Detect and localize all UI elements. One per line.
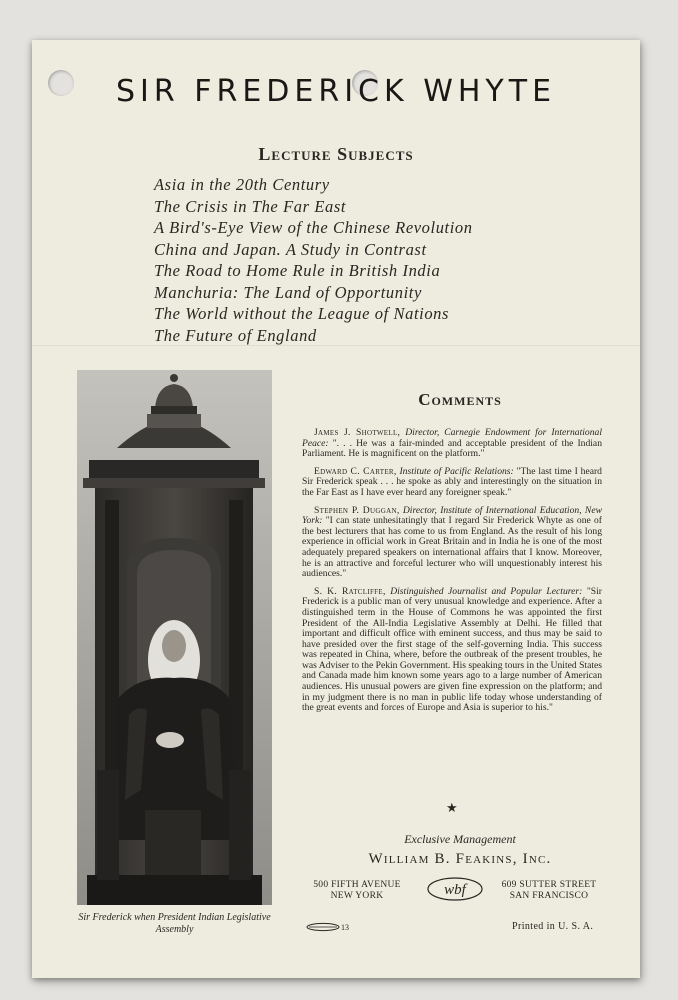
commenter-role: Distinguished Journalist and Popular Lecturer: (390, 585, 583, 597)
comment-carter (302, 467, 602, 499)
printed-in-usa: Printed in U. S. A. (512, 921, 594, 932)
comments-heading: Comments (418, 390, 502, 409)
lecture-subject: The Road to Home Rule in British India (154, 261, 441, 280)
lecture-subject: A Bird's-Eye View of the Chinese Revolution (154, 218, 473, 237)
union-number: 13 (341, 923, 349, 932)
address-new-york (302, 880, 412, 902)
comment-text: "The last time I heard Sir Frederick speak . . . he spoke as ably and interestingly on the situation in the Far East as I have ever heard any foreigner speak." (302, 465, 602, 498)
commenter-role: Director, Carnegie Endowment for International Peace: (302, 427, 602, 449)
lecture-subject: The World without the League of Nations (154, 304, 450, 323)
lecture-subject: China and Japan. A Study in Contrast (154, 239, 427, 259)
management-firm: William B. Feakins, Inc. (368, 851, 552, 867)
lecture-subject: The Crisis in The Far East (154, 196, 347, 216)
commenter-name: S. K. Ratcliffe, (314, 585, 386, 597)
comment-text: ". . . He was a fair-minded and acceptable president of the Indian Parliament. He is magnificent on the platform." (302, 437, 602, 460)
portrait-photo (77, 370, 272, 905)
management-label: Exclusive Management (404, 832, 516, 846)
comment-ratcliffe (302, 587, 602, 714)
photo-caption: Sir Frederick when President Indian Legislative Assembly (78, 912, 271, 935)
flyer-page (32, 40, 640, 978)
commenter-name: Stephen P. Duggan, (314, 504, 400, 516)
comments-list (302, 428, 602, 721)
commenter-name: Edward C. Carter, (314, 465, 397, 477)
commenter-role: Director, Institute of International Education, New York: (302, 504, 602, 527)
comment-shotwell (302, 428, 602, 460)
comment-duggan (302, 506, 602, 580)
speaker-name-title: SIR FREDERICK WHYTE (115, 74, 557, 109)
wbf-logo-icon (425, 876, 485, 902)
logo-text: wbf (444, 882, 466, 898)
address-line: NEW YORK (330, 891, 384, 901)
address-san-francisco (494, 880, 604, 902)
commenter-name: James J. Shotwell, (314, 427, 401, 438)
comment-text: "Sir Frederick is a public man of very unusual knowledge and experience. After a distinguished term in the House of Commons he was appointed the first President of the All-India Legislative Assembly at Delhi. He filled that important and difficult office with eminent success, and thus may be said to have presided over the first stage of the self-governing India. This success was repeated in China, where, before the outbreak of the present troubles, he was Adviser to the Pekin Government. His speaking tours in the United States and Canada made him known some years ago to a large number of American audiences. His unusual powers are given fine expression on the platform; and in my judgment there is no man in public life today whose understanding of the great events and forces of Europe and Asia is superior to his." (302, 585, 602, 714)
comment-text: "I can state unhesitatingly that I regard Sir Frederick Whyte as one of the best lecturers that has come to us from England. As the result of his long experience in official work in Great Britain and in India he is one of the most adequately prepared speakers on international affairs that I know. Moreover, he is an attractive and forceful lecturer who will unquestionably interest his audiences." (302, 515, 602, 580)
star-ornament: ★ (446, 800, 458, 815)
lecture-subject: Asia in the 20th Century (154, 175, 330, 194)
lecture-subject: Manchuria: The Land of Opportunity (154, 282, 422, 302)
address-line: 609 SUTTER STREET (501, 880, 597, 890)
address-line: SAN FRANCISCO (509, 891, 589, 901)
commenter-role: Institute of Pacific Relations: (399, 465, 514, 477)
union-label-icon (305, 922, 355, 932)
throne-portrait-image (77, 370, 272, 905)
lecture-subjects-heading: Lecture Subjects (258, 144, 414, 164)
lecture-subject: The Future of England (154, 325, 317, 345)
address-line: 500 FIFTH AVENUE (313, 880, 401, 890)
lecture-subjects-list (154, 174, 473, 346)
